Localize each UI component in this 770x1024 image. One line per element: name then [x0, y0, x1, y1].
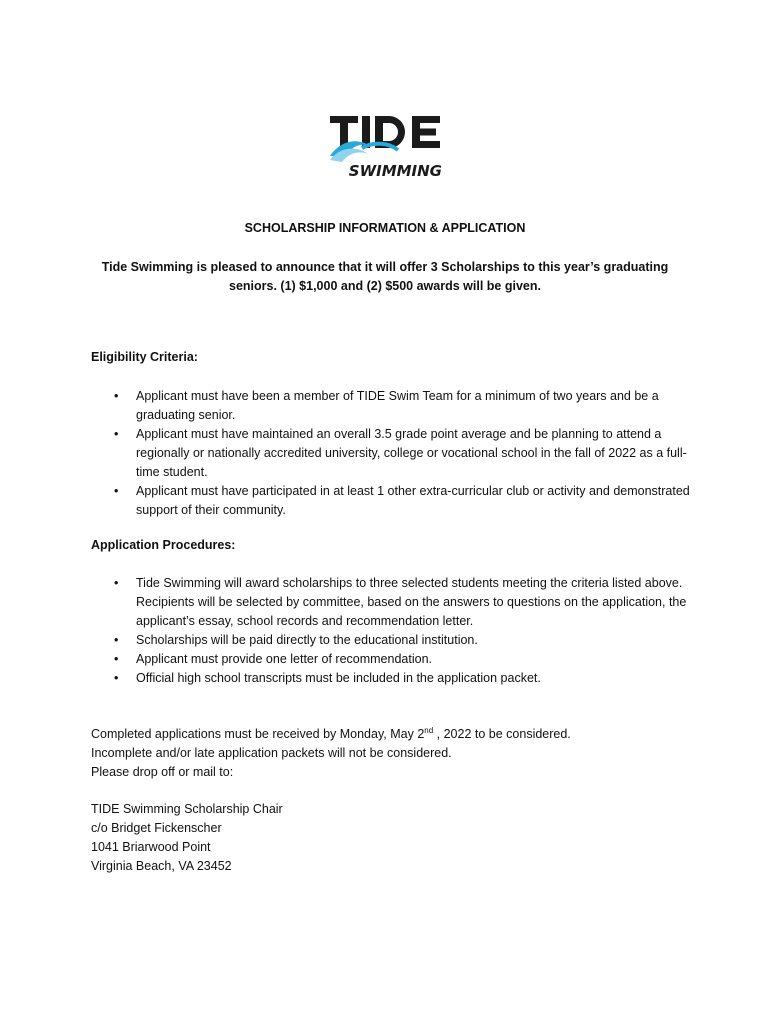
logo-swimming-text: SWIMMING: [348, 162, 442, 180]
address-line: Virginia Beach, VA 23452: [91, 859, 232, 873]
deadline-paragraph: [91, 725, 711, 782]
bullet-icon: •: [114, 652, 119, 666]
address-line: TIDE Swimming Scholarship Chair: [91, 802, 283, 816]
page-title: SCHOLARSHIP INFORMATION & APPLICATION: [244, 221, 526, 235]
procedures-list: [91, 574, 691, 688]
list-item: • Applicant must have maintained an overall 3.5 grade point average and be planning to attend a regionally or nationally accredited university, college or vocational school in the fall of 2022 as a full-time student.: [114, 427, 687, 479]
address-line: 1041 Briarwood Point: [91, 840, 211, 854]
address-line: c/o Bridget Fickenscher: [91, 821, 222, 835]
eligibility-heading: Eligibility Criteria:: [91, 350, 198, 364]
intro-announcement: Tide Swimming is pleased to announce that it will offer 3 Scholarships to this year’s graduating seniors. (1) $1,000 and (2) $500 awards will be given.: [101, 260, 669, 293]
late-notice-line: Incomplete and/or late application packets will not be considered.: [91, 746, 452, 760]
deadline-line: Completed applications must be received by Monday, May 2nd , 2022 to be considered.: [91, 725, 571, 741]
tide-logo-icon: [328, 112, 446, 182]
tide-swimming-logo: [328, 112, 446, 182]
drop-off-line: Please drop off or mail to:: [91, 765, 234, 779]
mailing-address: [91, 800, 711, 876]
bullet-icon: •: [114, 389, 119, 403]
bullet-icon: •: [114, 671, 119, 685]
list-item: • Official high school transcripts must be included in the application packet.: [91, 669, 691, 688]
list-item: • Applicant must have participated in at least 1 other extra-curricular club or activity and demonstrated support of their community.: [114, 484, 690, 517]
bullet-icon: •: [114, 427, 119, 441]
list-item: • Applicant must have been a member of TIDE Swim Team for a minimum of two years and be a graduating senior.: [114, 389, 659, 422]
list-item: • Scholarships will be paid directly to the educational institution.: [91, 631, 691, 650]
bullet-icon: •: [114, 484, 119, 498]
list-item: • Tide Swimming will award scholarships to three selected students meeting the criteria listed above. Recipients will be selected by committee, based on the answers to questions on the application, the applicant’s essay, school records and recommendation letter.: [114, 576, 687, 628]
bullet-icon: •: [114, 633, 119, 647]
eligibility-list: [91, 387, 691, 520]
bullet-icon: •: [114, 576, 119, 590]
list-item: • Applicant must provide one letter of recommendation.: [91, 650, 691, 669]
procedures-heading: Application Procedures:: [91, 538, 236, 552]
